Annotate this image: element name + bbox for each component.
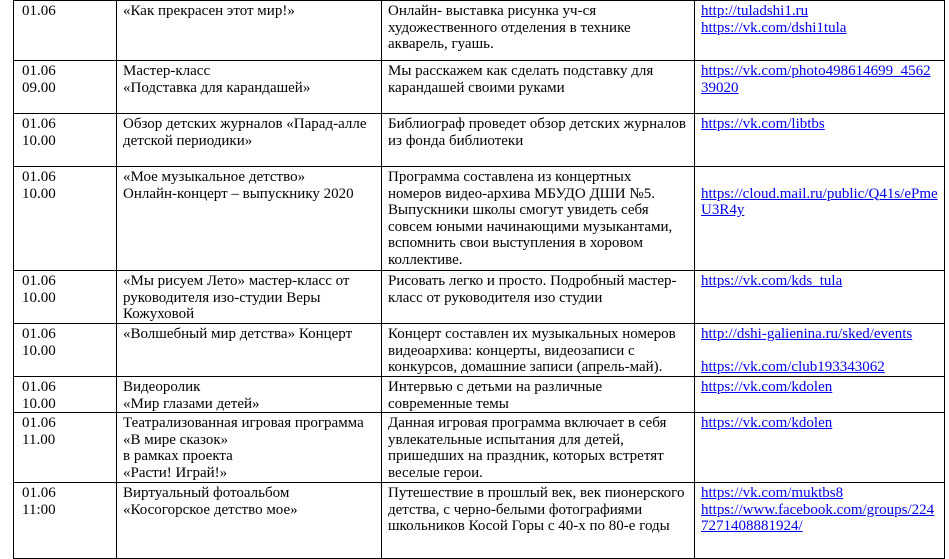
date-text: 01.06 bbox=[22, 485, 56, 501]
event-title: Театрализованная игровая программа bbox=[123, 415, 364, 431]
event-title: «Волшебный мир детства» Концерт bbox=[123, 326, 353, 342]
events-table bbox=[13, 0, 945, 559]
event-cell bbox=[117, 1, 382, 61]
date-cell bbox=[14, 413, 117, 483]
date-text: 11.00 bbox=[22, 431, 56, 448]
event-title: Обзор детских журналов «Парад-алле детской периодики» bbox=[123, 116, 367, 149]
links-cell bbox=[695, 114, 945, 167]
event-title: «Подставка для карандашей» bbox=[123, 79, 311, 96]
event-title: «Мы рисуем Лето» мастер-класс от руководителя изо-студии Веры Кожуховой bbox=[123, 273, 350, 322]
event-title: «Мое музыкальное детство» bbox=[123, 169, 306, 185]
date-text: 01.06 bbox=[22, 3, 56, 19]
description-text: Данная игровая программа включает в себя увлекательные испытания для детей, пришедших на праздник, которых встретят веселые герои. bbox=[388, 415, 667, 481]
date-cell bbox=[14, 483, 117, 559]
event-title: «Мир глазами детей» bbox=[123, 395, 260, 412]
event-title: «Как прекрасен этот мир!» bbox=[123, 3, 295, 19]
description-text: Концерт составлен их музыкальных номеров видеоархива: концерты, видеозаписи с конкурсов, домашние записи (апрель-май). bbox=[388, 326, 676, 375]
resource-link[interactable]: https://vk.com/kdolen bbox=[701, 379, 833, 395]
event-title: «Косогорское детство мое» bbox=[123, 501, 298, 518]
table-row bbox=[14, 167, 945, 271]
links-cell bbox=[695, 271, 945, 324]
event-title: «Расти! Играй!» bbox=[123, 464, 228, 481]
description-text: Интервью с детьми на различные современные темы bbox=[388, 379, 603, 412]
date-text: 01.06 bbox=[22, 415, 56, 431]
date-cell bbox=[14, 61, 117, 114]
date-text: 01.06 bbox=[22, 169, 56, 185]
description-cell bbox=[382, 377, 695, 413]
resource-link[interactable]: https://vk.com/club193343062 bbox=[701, 359, 885, 375]
description-cell bbox=[382, 61, 695, 114]
description-cell bbox=[382, 271, 695, 324]
date-text: 10.00 bbox=[22, 289, 56, 306]
date-text: 01.06 bbox=[22, 116, 56, 132]
table-row bbox=[14, 377, 945, 413]
date-text: 10.00 bbox=[22, 185, 56, 202]
table-row bbox=[14, 61, 945, 114]
event-title: Онлайн-концерт – выпускнику 2020 bbox=[123, 185, 354, 202]
table-row bbox=[14, 483, 945, 559]
blank-line bbox=[701, 169, 938, 186]
resource-link[interactable]: https://vk.com/kdolen bbox=[701, 415, 833, 431]
table-row bbox=[14, 324, 945, 377]
date-text: 01.06 bbox=[22, 63, 56, 79]
event-cell bbox=[117, 413, 382, 483]
event-cell bbox=[117, 483, 382, 559]
description-text: Библиограф проведет обзор детских журналов из фонда библиотеки bbox=[388, 116, 686, 149]
resource-link[interactable]: https://vk.com/muktbs8 bbox=[701, 485, 844, 501]
event-cell bbox=[117, 167, 382, 271]
event-title: «В мире сказок» bbox=[123, 431, 229, 448]
description-cell bbox=[382, 483, 695, 559]
resource-link[interactable]: https://cloud.mail.ru/public/Q41s/ePmeU3R4y bbox=[701, 185, 938, 218]
date-text: 11:00 bbox=[22, 501, 56, 518]
blank-line bbox=[701, 343, 938, 360]
resource-link[interactable]: http://dshi-galienina.ru/sked/events bbox=[701, 326, 913, 342]
table-row bbox=[14, 1, 945, 61]
event-title: Виртуальный фотоальбом bbox=[123, 485, 290, 501]
event-title: Мастер-класс bbox=[123, 63, 211, 79]
resource-link[interactable]: http://tuladshi1.ru bbox=[701, 3, 809, 19]
event-cell bbox=[117, 377, 382, 413]
description-text: Путешествие в прошлый век, век пионерского детства, с черно-белыми фотографиями школьников Косой Горы с 40-х по 80-е годы bbox=[388, 485, 685, 534]
date-cell bbox=[14, 167, 117, 271]
event-cell bbox=[117, 324, 382, 377]
resource-link[interactable]: https://vk.com/kds_tula bbox=[701, 273, 843, 289]
description-cell bbox=[382, 324, 695, 377]
event-title: Видеоролик bbox=[123, 379, 201, 395]
links-cell bbox=[695, 483, 945, 559]
date-cell bbox=[14, 271, 117, 324]
date-text: 01.06 bbox=[22, 326, 56, 342]
description-cell bbox=[382, 167, 695, 271]
date-text: 09.00 bbox=[22, 79, 56, 96]
resource-link[interactable]: https://vk.com/dshi1tula bbox=[701, 19, 847, 36]
links-cell bbox=[695, 167, 945, 271]
resource-link[interactable]: https://vk.com/photo498614699_456239020 bbox=[701, 63, 931, 96]
date-text: 10.00 bbox=[22, 342, 56, 359]
links-cell bbox=[695, 324, 945, 377]
date-cell bbox=[14, 1, 117, 61]
date-cell bbox=[14, 324, 117, 377]
event-cell bbox=[117, 114, 382, 167]
date-text: 01.06 bbox=[22, 379, 56, 395]
links-cell bbox=[695, 377, 945, 413]
description-text: Мы расскажем как сделать подставку для карандашей своими руками bbox=[388, 63, 654, 96]
links-cell bbox=[695, 61, 945, 114]
description-text: Онлайн- выставка рисунка уч-ся художественного отделения в технике акварель, гуашь. bbox=[388, 3, 631, 52]
description-cell bbox=[382, 1, 695, 61]
date-cell bbox=[14, 114, 117, 167]
date-text: 10.00 bbox=[22, 132, 56, 149]
description-text: Программа составлена из концертных номеров видео-архива МБУДО ДШИ №5. Выпускники школы смогут увидеть себя совсем юными начинающими музыкантами, вспомнить свои выступления в хоровом коллективе. bbox=[388, 169, 673, 268]
event-cell bbox=[117, 271, 382, 324]
event-title: в рамках проекта bbox=[123, 448, 233, 464]
description-cell bbox=[382, 413, 695, 483]
resource-link[interactable]: https://vk.com/libtbs bbox=[701, 116, 825, 132]
links-cell bbox=[695, 1, 945, 61]
date-cell bbox=[14, 377, 117, 413]
table-row bbox=[14, 271, 945, 324]
resource-link[interactable]: https://www.facebook.com/groups/2247271408881924/ bbox=[701, 501, 935, 534]
date-text: 10.00 bbox=[22, 395, 56, 412]
description-cell bbox=[382, 114, 695, 167]
table-row bbox=[14, 114, 945, 167]
description-text: Рисовать легко и просто. Подробный мастер-класс от руководителя изо студии bbox=[388, 273, 677, 306]
table-row bbox=[14, 413, 945, 483]
date-text: 01.06 bbox=[22, 273, 56, 289]
event-cell bbox=[117, 61, 382, 114]
links-cell bbox=[695, 413, 945, 483]
